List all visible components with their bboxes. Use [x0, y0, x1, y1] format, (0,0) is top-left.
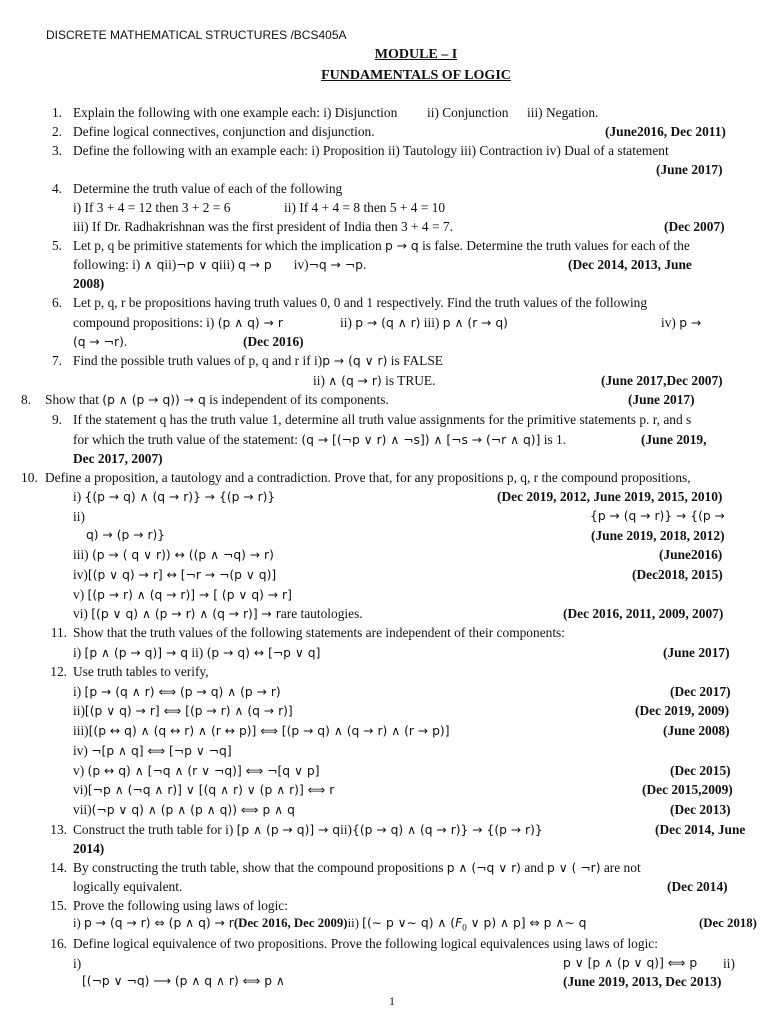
- exam-reference: (Dec 2016): [243, 334, 304, 349]
- question-text-part: ii) Conjunction: [427, 105, 509, 120]
- sub-question: q) → (p → r)}: [86, 528, 166, 542]
- question-text: following: i) ∧ qii)¬p ∨ qiii) q → p iv)¬q → ¬p.: [73, 257, 367, 272]
- sub-question-label: ii): [73, 509, 85, 524]
- sub-question-label: i): [73, 956, 82, 971]
- question-text: compound propositions: i) (p ∧ q) → r: [73, 315, 283, 330]
- question-number: 6.: [51, 295, 62, 310]
- question-text: Define logical connectives, conjunction and disjunction.: [73, 124, 375, 139]
- sub-question: i) [p ∧ (p → q)] → q ii) (p → q) ↔ [¬p ∨ q]: [73, 645, 321, 660]
- question-text: Show that (p ∧ (p → q)) → q is independent of its components.: [45, 392, 389, 407]
- sub-question: p ∨ [p ∧ (p ∨ q)] ⟺ p: [563, 956, 698, 970]
- exam-reference: (Dec 2019, 2012, June 2019, 2015, 2010): [497, 489, 723, 504]
- question-text: iv) p →: [661, 315, 702, 330]
- question-text: logically equivalent.: [73, 879, 183, 894]
- sub-question: iii) (p → ( q ∨ r)) ↔ ((p ∧ ¬q) → r): [73, 547, 274, 562]
- question-text: ii) p → (q ∧ r) iii) p ∧ (r → q): [340, 315, 508, 330]
- sub-question: vi)[¬p ∧ (¬q ∧ r)] ∨ [(q ∧ r) ∨ (p ∧ r)] ⟺ r: [73, 782, 335, 797]
- question-text: By constructing the truth table, show that the compound propositions p ∧ (¬q ∨ r) and p ∨ ( ¬r) are not: [73, 860, 641, 875]
- question-text: Find the possible truth values of p, q and r if i)p → (q ∨ r) is FALSE: [73, 353, 443, 368]
- exam-reference: (Dec 2019, 2009): [635, 703, 730, 718]
- sub-question: ii)[(p ∨ q) → r] ⟺ [(p → r) ∧ (q → r)]: [73, 703, 293, 718]
- question-number: 1.: [51, 105, 62, 120]
- question-number: 12.: [50, 664, 67, 679]
- exam-reference: (Dec 2015): [670, 763, 731, 778]
- exam-reference: (June 2017,Dec 2007): [601, 373, 723, 388]
- sub-question: iii)[(p ↔ q) ∧ (q ↔ r) ∧ (r ↔ p)] ⟺ [(p → q) ∧ (q → r) ∧ (r → p)]: [73, 723, 450, 738]
- question-number: 7.: [51, 353, 62, 368]
- module-heading: MODULE – I: [374, 47, 458, 62]
- exam-reference: (June 2017): [628, 392, 695, 407]
- exam-reference: (Dec 2013): [670, 802, 731, 817]
- page-number: 1: [389, 994, 395, 1008]
- question-number: 16.: [50, 936, 67, 951]
- question-text: If the statement q has the truth value 1, determine all truth value assignments for the primitive statements p. r, and s: [73, 412, 692, 427]
- question-text: for which the truth value of the statement: (q → [(¬p ∨ r) ∧ ¬s]) ∧ [¬s → (¬r ∧ q)] is 1.: [73, 432, 567, 447]
- exam-reference: (June 2008): [663, 723, 730, 738]
- module-title: FUNDAMENTALS OF LOGIC: [321, 68, 511, 83]
- question-text: ii) ∧ (q → r) is TRUE.: [313, 373, 436, 388]
- question-number: 3.: [51, 143, 62, 158]
- exam-reference: (Dec 2007): [664, 219, 725, 234]
- sub-question: iv) ¬[p ∧ q] ⟺ [¬p ∨ ¬q]: [73, 743, 232, 758]
- sub-question: iv)[(p ∨ q) → r] ↔ [¬r → ¬(p ∨ q)]: [73, 567, 277, 582]
- exam-reference: (Dec 2014): [667, 879, 728, 894]
- exam-reference: (Dec 2017): [670, 684, 731, 699]
- document-header: DISCRETE MATHEMATICAL STRUCTURES /BCS405A: [46, 28, 347, 42]
- exam-reference: (June2016, Dec 2011): [605, 124, 726, 139]
- question-text: Define the following with an example each: i) Proposition ii) Tautology iii) Contraction iv) Dual of a statement: [73, 143, 669, 158]
- exam-reference: (Dec 2015,2009): [642, 782, 733, 797]
- question-number: 8.: [21, 392, 32, 407]
- sub-question: {p → (q → r)} → {(p →: [590, 509, 725, 523]
- question-text: Determine the truth value of each of the following: [73, 181, 343, 196]
- sub-question: ii) If 4 + 4 = 8 then 5 + 4 = 10: [284, 200, 446, 215]
- exam-reference: Dec 2017, 2007): [73, 451, 163, 466]
- exam-reference: (Dec 2014, June: [655, 822, 746, 837]
- question-number: 15.: [50, 898, 67, 913]
- question-number: 4.: [51, 181, 62, 196]
- question-number: 13.: [50, 822, 67, 837]
- question-text: Use truth tables to verify,: [73, 664, 209, 679]
- sub-question: iii) If Dr. Radhakrishnan was the first president of India then 3 + 4 = 7.: [73, 219, 453, 234]
- sub-question: i) [p → (q ∧ r) ⟺ (p → q) ∧ (p → r): [73, 684, 281, 699]
- sub-question: i) {(p → q) ∧ (q → r)} → {(p → r)}: [73, 489, 276, 504]
- question-number: 2.: [51, 124, 62, 139]
- sub-question: i) If 3 + 4 = 12 then 3 + 2 = 6: [73, 200, 231, 215]
- sub-question: v) [(p → r) ∧ (q → r)] → [ (p ∨ q) → r]: [73, 587, 292, 602]
- question-text: (q → ¬r).: [73, 334, 128, 349]
- exam-reference: 2008): [73, 276, 105, 291]
- question-text-part: iii) Negation.: [527, 105, 599, 120]
- exam-reference: (Dec 2018): [699, 916, 757, 930]
- question-text: Explain the following with one example each: i) Disjunction: [73, 105, 398, 120]
- exam-reference: (June 2017): [663, 645, 730, 660]
- sub-question-label: ii): [723, 956, 735, 971]
- exam-reference: (June 2017): [656, 162, 723, 177]
- exam-reference: (June2016): [659, 547, 723, 562]
- question-text: Prove the following using laws of logic:: [73, 898, 288, 913]
- sub-question: [(¬p ∨ ¬q) ⟶ (p ∧ q ∧ r) ⟺ p ∧: [82, 974, 285, 988]
- question-number: 9.: [51, 412, 62, 427]
- exam-reference: (June 2019, 2013, Dec 2013): [563, 974, 722, 989]
- exam-reference: (June 2019,: [641, 432, 707, 447]
- exam-reference: (Dec2018, 2015): [632, 567, 723, 582]
- exam-reference: (Dec 2014, 2013, June: [568, 257, 692, 272]
- sub-question: vi) [(p ∨ q) ∧ (p → r) ∧ (q → r)] → rare tautologies.: [73, 606, 363, 621]
- exam-reference: 2014): [73, 841, 105, 856]
- question-number: 10.: [21, 470, 38, 485]
- question-number: 14.: [50, 860, 67, 875]
- question-text: Define a proposition, a tautology and a contradiction. Prove that, for any propositions p, q, r the compound propositions,: [45, 470, 691, 485]
- sub-question: v) (p ↔ q) ∧ [¬q ∧ (r ∨ ¬q)] ⟺ ¬[q ∨ p]: [73, 763, 320, 778]
- question-text: Construct the truth table for i) [p ∧ (p → q)] → qii){(p → q) ∧ (q → r)} → {(p → r)}: [73, 822, 543, 837]
- question-number: 11.: [50, 625, 67, 640]
- question-number: 5.: [51, 238, 62, 253]
- sub-question: vii)(¬p ∨ q) ∧ (p ∧ (p ∧ q)) ⟺ p ∧ q: [73, 802, 295, 817]
- question-text: Show that the truth values of the following statements are independent of their components:: [73, 625, 565, 640]
- exam-reference: (Dec 2016, 2011, 2009, 2007): [563, 606, 724, 621]
- question-text: Define logical equivalence of two propositions. Prove the following logical equivalences using laws of logic:: [73, 936, 658, 951]
- sub-question: i) p → (q → r) ⇔ (p ∧ q) → r(Dec 2016, Dec 2009)ii) [(∼ p ∨∼ q) ∧ ($F_0$ ∨ p) ∧ p] ⇔ p ∧∼ q: [73, 916, 587, 933]
- exam-reference: (June 2019, 2018, 2012): [591, 528, 725, 543]
- question-text: Let p, q, r be propositions having truth values 0, 0 and 1 respectively. Find the truth values of the following: [73, 295, 648, 310]
- question-text: Let p, q be primitive statements for which the implication p → q is false. Determine the truth values for each of the: [73, 238, 690, 253]
